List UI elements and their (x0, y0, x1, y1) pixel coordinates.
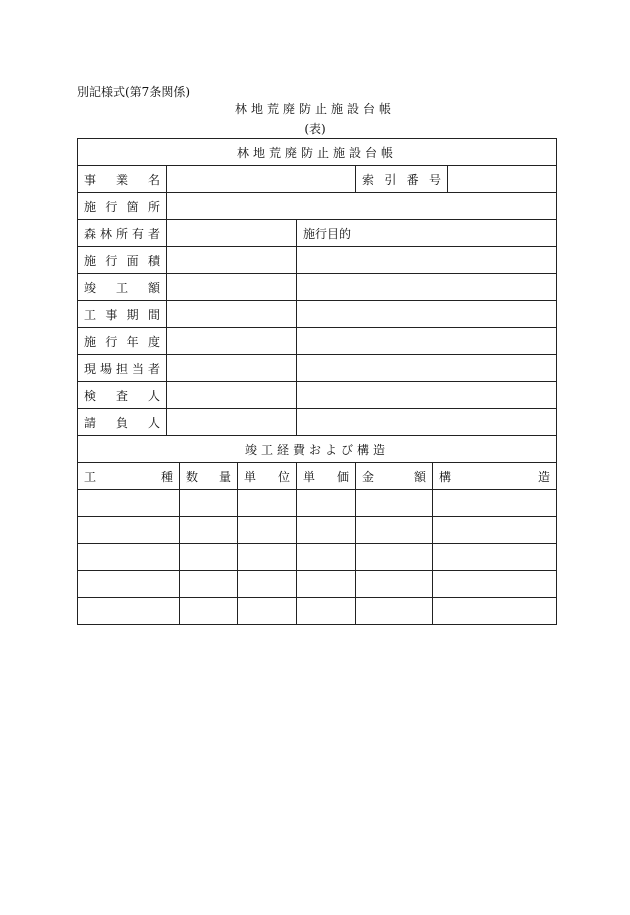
value-index-number[interactable] (448, 166, 557, 193)
cost-header-row (78, 463, 557, 490)
purpose-cell-1[interactable] (297, 247, 557, 274)
cost-cell-unit[interactable] (238, 598, 297, 625)
label-fiscal-year (78, 328, 167, 355)
cost-cell-unit[interactable] (238, 571, 297, 598)
label-char: 単 (244, 469, 257, 484)
cost-cell-amount[interactable] (356, 490, 433, 517)
label-char: 種 (160, 469, 173, 484)
cost-cell-quantity[interactable] (180, 517, 238, 544)
value-site-manager[interactable] (167, 355, 297, 382)
value-forest-owner[interactable] (167, 220, 297, 247)
label-char: 期 (126, 307, 139, 322)
value-work-period[interactable] (167, 301, 297, 328)
row-contractor (78, 409, 557, 436)
label-char: 年 (126, 334, 139, 349)
label-construction-purpose: 施行目的 (297, 220, 557, 247)
label-char: 位 (277, 469, 290, 484)
purpose-cell-4[interactable] (297, 328, 557, 355)
row-completion-amount (78, 274, 557, 301)
label-char: 現 (84, 361, 97, 376)
label-char: 場 (99, 361, 112, 376)
purpose-cell-5[interactable] (297, 355, 557, 382)
cost-cell-quantity[interactable] (180, 544, 238, 571)
label-contractor (78, 409, 167, 436)
label-char: 工 (84, 307, 97, 322)
row-fiscal-year (78, 328, 557, 355)
ledger-title: 林地荒廃防止施設台帳 (78, 139, 557, 166)
row-project-name (78, 166, 557, 193)
cost-cell-unit[interactable] (238, 490, 297, 517)
label-char: 森 (84, 226, 97, 241)
cost-cell-work-type[interactable] (78, 517, 180, 544)
cost-cell-unit[interactable] (238, 544, 297, 571)
cost-row (78, 490, 557, 517)
label-char: 工 (115, 280, 128, 295)
label-char: 名 (147, 172, 160, 187)
form-reference: 別記様式(第7条関係) (77, 85, 190, 99)
header-work-type (78, 463, 180, 490)
label-char: 単 (303, 469, 316, 484)
cost-row (78, 544, 557, 571)
row-site-manager (78, 355, 557, 382)
cost-cell-unit-price[interactable] (297, 517, 356, 544)
header-amount (356, 463, 433, 490)
label-char: 引 (384, 172, 397, 187)
purpose-cell-7[interactable] (297, 409, 557, 436)
row-forest-owner (78, 220, 557, 247)
cost-cell-unit[interactable] (238, 517, 297, 544)
label-char: 人 (147, 388, 160, 403)
label-inspector (78, 382, 167, 409)
header-structure (433, 463, 557, 490)
label-char: 数 (186, 469, 199, 484)
cost-cell-structure[interactable] (433, 517, 557, 544)
label-char: 索 (362, 172, 375, 187)
cost-cell-unit-price[interactable] (297, 544, 356, 571)
cost-cell-amount[interactable] (356, 571, 433, 598)
label-construction-site (78, 193, 167, 220)
document-title: 林地荒廃防止施設台帳 (234, 102, 395, 116)
label-char: 構 (439, 469, 452, 484)
label-char: 事 (105, 307, 118, 322)
cost-cell-work-type[interactable] (78, 490, 180, 517)
label-char: 額 (413, 469, 426, 484)
label-index-number (356, 166, 448, 193)
value-inspector[interactable] (167, 382, 297, 409)
label-char: 工 (84, 469, 97, 484)
header-quantity (180, 463, 238, 490)
cost-section-title: 竣工経費および構造 (78, 436, 557, 463)
cost-cell-unit-price[interactable] (297, 490, 356, 517)
cost-cell-unit-price[interactable] (297, 571, 356, 598)
cost-cell-structure[interactable] (433, 571, 557, 598)
label-char: 所 (115, 226, 128, 241)
label-char: 号 (428, 172, 441, 187)
cost-section-title-row (78, 436, 557, 463)
purpose-cell-2[interactable] (297, 274, 557, 301)
value-completion-amount[interactable] (167, 274, 297, 301)
cost-cell-work-type[interactable] (78, 544, 180, 571)
label-char: 行 (105, 253, 118, 268)
cost-cell-amount[interactable] (356, 544, 433, 571)
label-char: 価 (336, 469, 349, 484)
label-completion-amount (78, 274, 167, 301)
purpose-cell-6[interactable] (297, 382, 557, 409)
cost-cell-amount[interactable] (356, 598, 433, 625)
cost-cell-unit-price[interactable] (297, 598, 356, 625)
cost-cell-quantity[interactable] (180, 598, 238, 625)
header-unit-price (297, 463, 356, 490)
label-char: 施 (84, 199, 97, 214)
row-construction-site (78, 193, 557, 220)
label-char: 度 (147, 334, 160, 349)
label-char: 査 (115, 388, 128, 403)
label-char: 施 (84, 334, 97, 349)
label-char: 当 (131, 361, 144, 376)
label-forest-owner (78, 220, 167, 247)
facility-ledger-table (77, 138, 557, 625)
label-construction-area (78, 247, 167, 274)
label-char: 請 (84, 415, 97, 430)
value-construction-area[interactable] (167, 247, 297, 274)
purpose-cell-3[interactable] (297, 301, 557, 328)
label-char: 造 (538, 469, 551, 484)
label-char: 業 (115, 172, 128, 187)
value-project-name[interactable] (167, 166, 356, 193)
label-char: 有 (131, 226, 144, 241)
row-work-period (78, 301, 557, 328)
label-char: 番 (406, 172, 419, 187)
label-char: 積 (147, 253, 160, 268)
cost-cell-quantity[interactable] (180, 571, 238, 598)
label-char: 間 (147, 307, 160, 322)
label-char: 額 (147, 280, 160, 295)
label-project-name (78, 166, 167, 193)
label-char: 量 (218, 469, 231, 484)
cost-cell-amount[interactable] (356, 517, 433, 544)
label-char: 事 (84, 172, 97, 187)
row-construction-area (78, 247, 557, 274)
label-work-period (78, 301, 167, 328)
cost-row (78, 598, 557, 625)
label-char: 施 (84, 253, 97, 268)
label-site-manager (78, 355, 167, 382)
cost-cell-work-type[interactable] (78, 571, 180, 598)
label-char: 面 (126, 253, 139, 268)
cost-cell-work-type[interactable] (78, 598, 180, 625)
cost-row (78, 517, 557, 544)
label-char: 林 (99, 226, 112, 241)
label-char: 検 (84, 388, 97, 403)
header-unit (238, 463, 297, 490)
value-contractor[interactable] (167, 409, 297, 436)
label-char: 所 (147, 199, 160, 214)
value-construction-site[interactable] (167, 193, 557, 220)
document-subtitle: (表) (304, 122, 326, 136)
label-char: 者 (147, 361, 160, 376)
row-inspector (78, 382, 557, 409)
cost-cell-structure[interactable] (433, 544, 557, 571)
label-char: 金 (362, 469, 375, 484)
label-char: 人 (147, 415, 160, 430)
value-fiscal-year[interactable] (167, 328, 297, 355)
label-char: 行 (105, 199, 118, 214)
cost-cell-quantity[interactable] (180, 490, 238, 517)
label-char: 担 (115, 361, 128, 376)
cost-cell-structure[interactable] (433, 490, 557, 517)
label-char: 箇 (126, 199, 139, 214)
cost-row (78, 571, 557, 598)
label-char: 行 (105, 334, 118, 349)
label-char: 負 (115, 415, 128, 430)
label-char: 竣 (84, 280, 97, 295)
label-char: 者 (147, 226, 160, 241)
ledger-title-row (78, 139, 557, 166)
cost-cell-structure[interactable] (433, 598, 557, 625)
